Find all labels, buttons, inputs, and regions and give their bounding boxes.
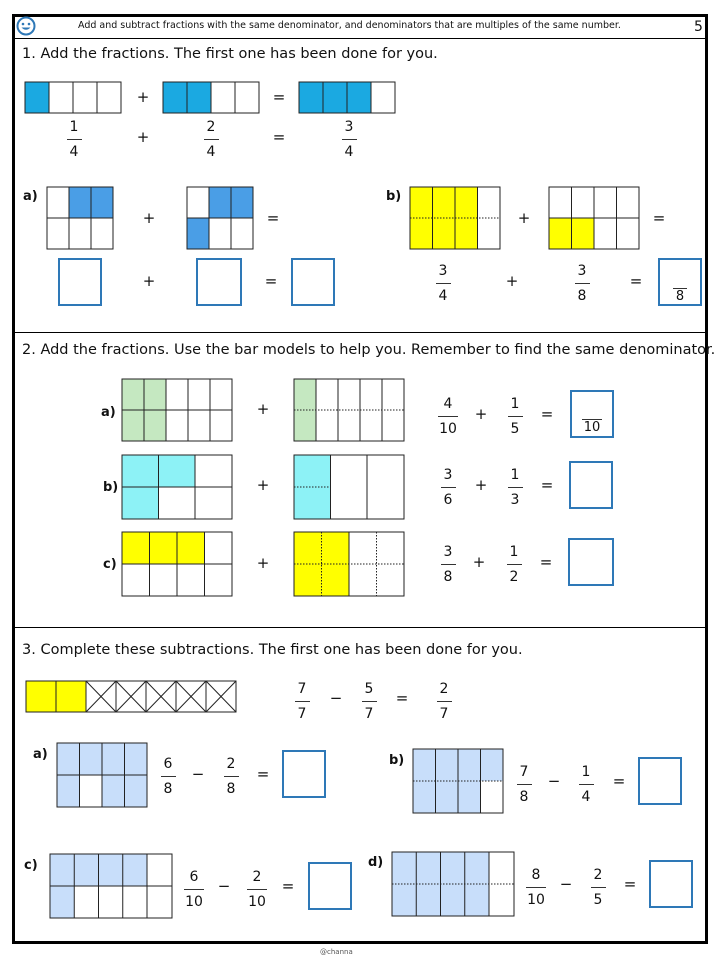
section-divider-2	[12, 627, 708, 628]
q3-a-minus: −	[191, 765, 205, 783]
q2-b-bar-1	[122, 455, 234, 521]
q2-a-label: a)	[101, 405, 116, 420]
header-text: Add and subtract fractions with the same denominator, and denominators that are multiples of the same number.	[78, 20, 621, 31]
q3-example-fraction-result: 2 7	[429, 680, 459, 723]
q1-a-equals: =	[266, 209, 280, 227]
q1-b-fraction-a: 3 4	[428, 262, 458, 305]
q2-a-fraction-b: 1 5	[500, 395, 530, 438]
q3-b-fraction-a: 7 8	[509, 763, 539, 806]
q2-c-bar-1	[122, 532, 234, 598]
q2-a-equals: =	[540, 405, 554, 423]
q3-a-label: a)	[33, 747, 48, 762]
q3-example-equals: =	[395, 689, 409, 707]
q2-c-label: c)	[103, 557, 117, 572]
q3-d-fraction-a: 8 10	[527, 867, 545, 908]
q2-b-plus-2: +	[474, 476, 488, 494]
q1-a-answer-box-result[interactable]	[291, 258, 335, 306]
q3-example-bar	[26, 681, 237, 713]
q2-b-label: b)	[103, 480, 119, 495]
q2-b-fraction-a: 3 6	[433, 466, 463, 509]
q3-a-bar	[57, 743, 149, 809]
q3-c-fraction-b: 2 10	[248, 869, 266, 910]
q3-c-answer-box[interactable]	[308, 862, 352, 910]
q1-b-equals-2: =	[629, 272, 643, 290]
q2-b-fraction-b: 1 3	[500, 466, 530, 509]
q1-a-plus: +	[142, 209, 156, 227]
q1-a-equals-2: =	[264, 272, 278, 290]
q1-b-fraction-b: 3 8	[567, 262, 597, 305]
q2-a-bar-1	[122, 379, 234, 443]
q3-d-equals: =	[623, 875, 637, 893]
q2-b-bar-2	[294, 455, 406, 521]
q3-example-fraction-a: 7 7	[287, 680, 317, 723]
q2-c-plus-2: +	[472, 553, 486, 571]
q1-example-equals-2: =	[272, 128, 286, 146]
q3-example-fraction-b: 5 7	[354, 680, 384, 723]
q2-a-fraction-a: 4 10	[439, 396, 457, 437]
q2-b-equals: =	[540, 476, 554, 494]
q1-b-bar-2	[549, 187, 641, 251]
q3-d-fraction-b: 2 5	[583, 866, 613, 909]
q3-b-bar	[413, 749, 505, 815]
q3-b-answer-box[interactable]	[638, 757, 682, 805]
q2-c-equals: =	[539, 553, 553, 571]
q3-b-minus: −	[547, 772, 561, 790]
q1-b-plus: +	[517, 209, 531, 227]
q2-b-answer-box[interactable]	[569, 461, 613, 509]
q2-a-bar-2	[294, 379, 406, 443]
q1-a-answer-box-2[interactable]	[196, 258, 242, 306]
q2-c-bar-2	[294, 532, 406, 598]
q1-example-bar-result	[299, 82, 396, 114]
q1-a-label: a)	[23, 189, 38, 204]
q1-example-plus: +	[136, 88, 150, 106]
header-divider	[12, 38, 708, 39]
q1-example-equals: =	[272, 88, 286, 106]
q3-b-label: b)	[389, 753, 405, 768]
q1-example-fraction-a: 1 4	[59, 118, 89, 161]
q3-b-fraction-b: 1 4	[571, 763, 601, 806]
q3-a-fraction-b: 2 8	[216, 755, 246, 798]
q2-a-plus: +	[256, 400, 270, 418]
q1-example-fraction-b: 2 4	[196, 118, 226, 161]
q3-d-minus: −	[559, 875, 573, 893]
q2-c-plus: +	[256, 554, 270, 572]
q1-example-bar-2	[163, 82, 260, 114]
q1-a-bar-1	[47, 187, 115, 251]
q3-b-equals: =	[612, 772, 626, 790]
q2-a-answer-box[interactable]: 10	[570, 390, 614, 438]
q2-c-fraction-a: 3 8	[433, 543, 463, 586]
q1-b-plus-2: +	[505, 272, 519, 290]
q3-a-answer-box[interactable]	[282, 750, 326, 798]
footer-credit: @channa	[320, 948, 353, 956]
q1-a-bar-2	[187, 187, 255, 251]
q3-d-bar	[392, 852, 516, 918]
q1-a-answer-box-1[interactable]	[58, 258, 102, 306]
smiley-icon	[16, 16, 36, 36]
q3-c-equals: =	[281, 877, 295, 895]
q1-b-label: b)	[386, 189, 402, 204]
q3-c-fraction-a: 6 10	[185, 869, 203, 910]
q2-b-plus: +	[256, 476, 270, 494]
q3-a-fraction-a: 6 8	[153, 755, 183, 798]
q1-b-bar-1	[410, 187, 502, 251]
q3-c-label: c)	[24, 858, 38, 873]
q2-a-plus-2: +	[474, 405, 488, 423]
q2-title: 2. Add the fractions. Use the bar models to help you. Remember to find the same denominator.	[22, 342, 716, 358]
q1-a-plus-2: +	[142, 272, 156, 290]
section-divider-1	[12, 332, 708, 333]
q3-d-label: d)	[368, 855, 384, 870]
q3-d-answer-box[interactable]	[649, 860, 693, 908]
q1-example-fraction-result: 3 4	[334, 118, 364, 161]
q1-b-answer-box[interactable]: 8	[658, 258, 702, 306]
q2-c-answer-box[interactable]	[568, 538, 614, 586]
q3-title: 3. Complete these subtractions. The first one has been done for you.	[22, 642, 523, 658]
q3-c-bar	[50, 854, 174, 920]
page-number: 5	[694, 19, 703, 35]
q2-c-fraction-b: 1 2	[499, 543, 529, 586]
q1-example-plus-2: +	[136, 128, 150, 146]
q1-title: 1. Add the fractions. The first one has been done for you.	[22, 46, 438, 62]
q1-example-bar-1	[25, 82, 122, 114]
q3-example-minus: −	[329, 689, 343, 707]
q3-c-minus: −	[217, 877, 231, 895]
q3-a-equals: =	[256, 765, 270, 783]
q1-b-equals: =	[652, 209, 666, 227]
